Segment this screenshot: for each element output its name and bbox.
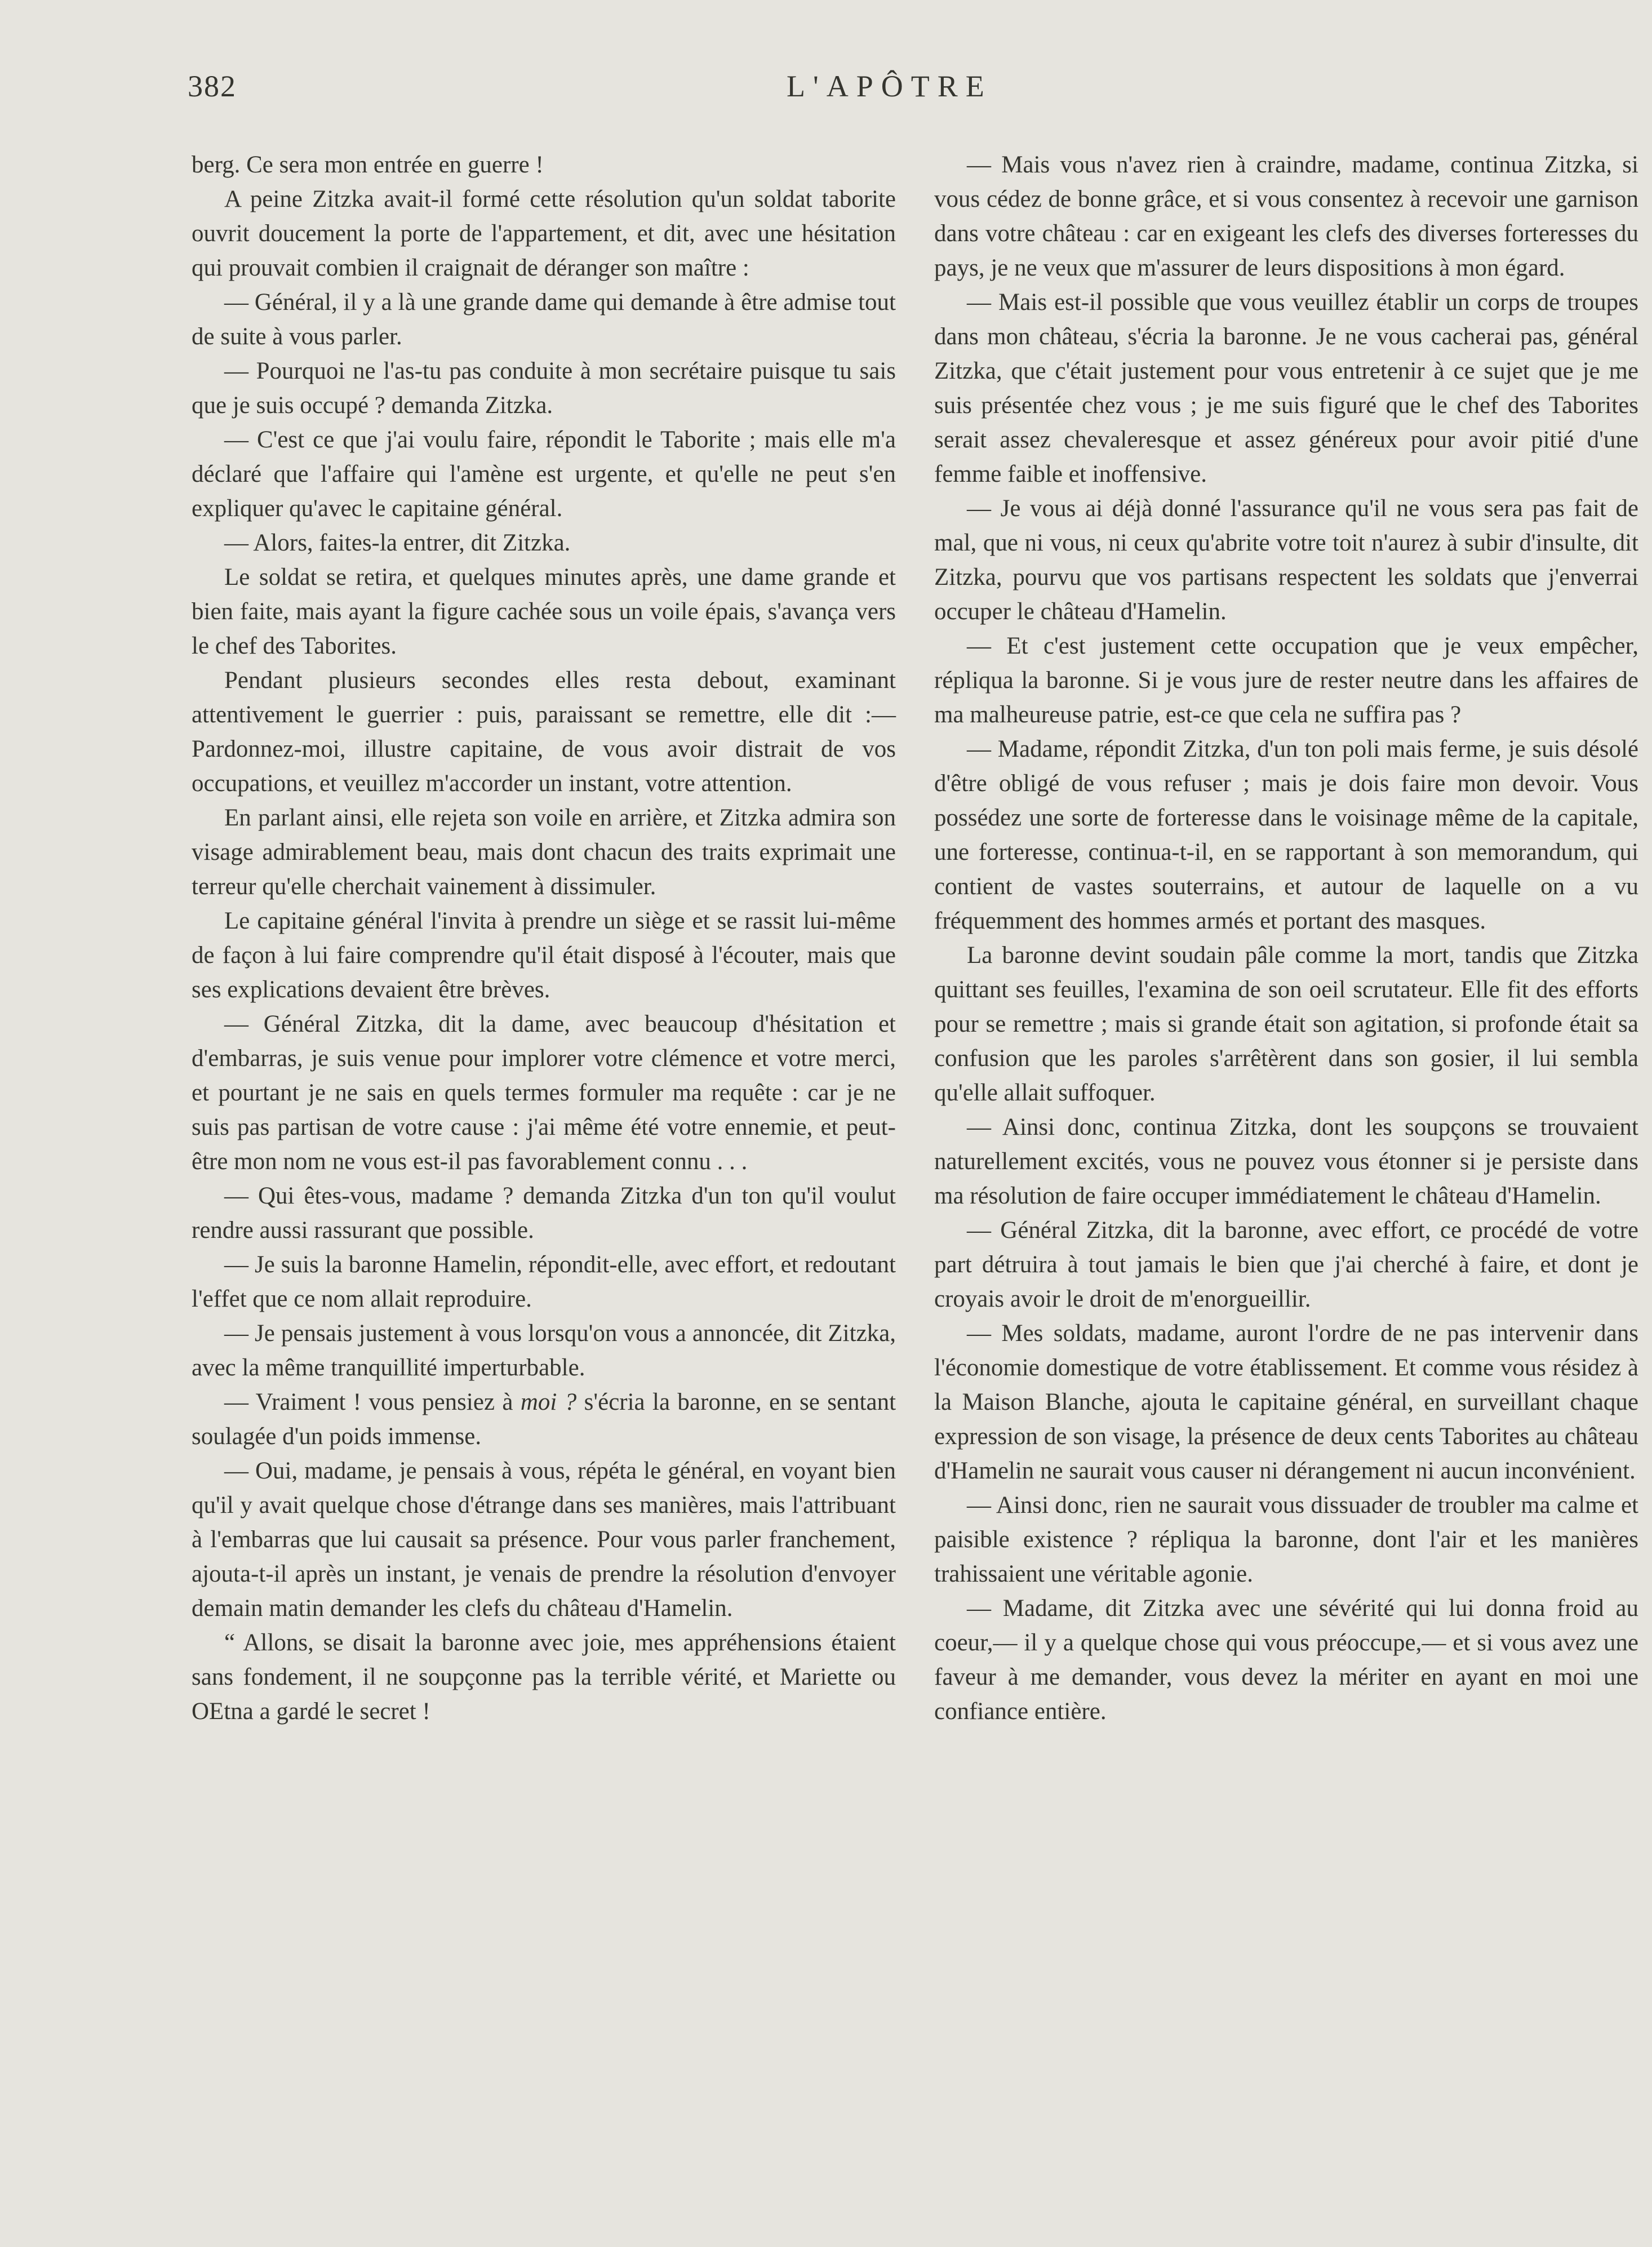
paragraph: En parlant ainsi, elle rejeta son voile en arrière, et Zitzka admira son visage admirablement beau, mais dont chacun des traits exprimait une terreur qu'elle cherchait vainement à dissimuler. — [192, 805, 896, 900]
paragraph: — Mes soldats, madame, auront l'ordre de ne pas intervenir dans l'économie domestique de votre établissement. Et comme vous résidez à la Maison Blanche, ajouta le capitaine général, en surveillant chaque expression de son visage, la présence de deux cents Taborites au château d'Hamelin ne saurait vous causer ni dérangement ni aucun inconvénient. — [934, 1320, 1638, 1484]
paragraph: — Pourquoi ne l'as-tu pas conduite à mon secrétaire puisque tu sais que je suis occupé ? demanda Zitzka. — [192, 358, 896, 419]
paragraph: — Je pensais justement à vous lorsqu'on vous a annoncée, dit Zitzka, avec la même tranquillité imperturbable. — [192, 1320, 896, 1381]
paragraph: — Et c'est justement cette occupation que je veux empêcher, répliqua la baronne. Si je vous jure de rester neutre dans les affaires de ma malheureuse patrie, est-ce que cela ne suffira pas ? — [934, 633, 1638, 728]
paragraph: — Mais vous n'avez rien à craindre, madame, continua Zitzka, si vous cédez de bonne grâce, et si vous consentez à recevoir une garnison dans votre château : car en exigeant les clefs des diverses forteresses du pays, je ne veux que m'assurer de leurs dispositions à mon égard. — [934, 152, 1638, 281]
paragraph: La baronne devint soudain pâle comme la mort, tandis que Zitzka quittant ses feuilles, l'examina de son oeil scrutateur. Elle fit des efforts pour se remettre ; mais si grande était son agitation, si profonde était sa confusion que les paroles s'arrêtèrent dans son gosier, il lui sembla qu'elle allait suffoquer. — [934, 942, 1638, 1106]
left-column — [192, 148, 896, 1729]
paragraph: — Général Zitzka, dit la baronne, avec effort, ce procédé de votre part détruira à tout jamais le bien que j'ai cherché à faire, et dont je croyais avoir le droit de m'enorgueillir. — [934, 1217, 1638, 1312]
paragraph: — Mais est-il possible que vous veuillez établir un corps de troupes dans mon château, s'écria la baronne. Je ne vous cacherai pas, général Zitzka, que c'était justement pour vous entretenir à ce sujet que je me suis présentée chez vous ; je me suis figuré que le chef des Taborites serait assez chevaleresque et assez généreux pour avoir pitié d'une femme faible et inoffensive. — [934, 289, 1638, 487]
paragraph: — Général, il y a là une grande dame qui demande à être admise tout de suite à vous parler. — [192, 289, 896, 350]
paragraph: — Ainsi donc, rien ne saurait vous dissuader de troubler ma calme et paisible existence ? répliqua la baronne, dont l'air et les manières trahissaient une véritable agonie. — [934, 1492, 1638, 1587]
paragraph: — Ainsi donc, continua Zitzka, dont les soupçons se trouvaient naturellement excités, vous ne pouvez vous étonner si je persiste dans ma résolution de faire occuper immédiatement le château d'Hamelin. — [934, 1114, 1638, 1209]
running-title: L'APÔTRE — [787, 69, 992, 103]
paragraph: Le capitaine général l'invita à prendre un siège et se rassit lui-même de façon à lui faire comprendre qu'il était disposé à l'écouter, mais que ses explications devaient être brèves. — [192, 908, 896, 1003]
paragraph: berg. Ce sera mon entrée en guerre ! — [192, 152, 544, 178]
paragraph: — Madame, répondit Zitzka, d'un ton poli mais ferme, je suis désolé d'être obligé de vous refuser ; mais je dois faire mon devoir. Vous possédez une sorte de forteresse dans le voisinage même de la capitale, une forteresse, continua-t-il, en se rapportant à son memorandum, qui contient de vastes souterrains, et autour de laquelle on a vu fréquemment des hommes armés et portant des masques. — [934, 736, 1638, 934]
text-run: s'écria la baronne, en se sentant soulagée d'un poids immense. — [192, 1389, 896, 1450]
paragraph-with-italic — [192, 1385, 896, 1454]
italic-word: moi ? — [520, 1389, 577, 1415]
paragraph: — Général Zitzka, dit la dame, avec beaucoup d'hésitation et d'embarras, je suis venue pour implorer votre clémence et votre merci, et pourtant je ne sais en quels termes formuler ma requête : car je ne suis pas partisan de votre cause : j'ai même été votre ennemie, et peut-être mon nom ne vous est-il pas favorablement connu . . . — [192, 1011, 896, 1175]
paragraph: Pendant plusieurs secondes elles resta debout, examinant attentivement le guerrier : puis, paraissant se remettre, elle dit :— Pardonnez-moi, illustre capitaine, de vous avoir distrait de vos occupations, et veuillez m'accorder un instant, votre attention. — [192, 667, 896, 797]
paragraph: A peine Zitzka avait-il formé cette résolution qu'un soldat taborite ouvrit doucement la porte de l'appartement, et dit, avec une hésitation qui prouvait combien il craignait de déranger son maître : — [192, 186, 896, 281]
paragraph: — Madame, dit Zitzka avec une sévérité qui lui donna froid au coeur,— il y a quelque chose qui vous préoccupe,— et si vous avez une faveur à me demander, vous devez la mériter en ayant en moi une confiance entière. — [934, 1595, 1638, 1725]
page-number: 382 — [188, 69, 237, 103]
paragraph: — Je vous ai déjà donné l'assurance qu'il ne vous sera pas fait de mal, que ni vous, ni ceux qu'abrite votre toit n'aurez à subir d'insulte, dit Zitzka, pourvu que vos partisans respectent les soldats que j'enverrai occuper le château d'Hamelin. — [934, 495, 1638, 625]
paragraph: Le soldat se retira, et quelques minutes après, une dame grande et bien faite, mais ayant la figure cachée sous un voile épais, s'avança vers le chef des Taborites. — [192, 564, 896, 659]
paragraph: — Oui, madame, je pensais à vous, répéta le général, en voyant bien qu'il y avait quelque chose d'étrange dans ses manières, mais l'attribuant à l'embarras que lui causait sa présence. Pour vous parler franchement, ajouta-t-il après un instant, je venais de prendre la résolution d'envoyer demain matin demander les clefs du château d'Hamelin. — [192, 1458, 896, 1622]
paragraph: — Alors, faites-la entrer, dit Zitzka. — [224, 530, 571, 556]
paragraph: — Qui êtes-vous, madame ? demanda Zitzka d'un ton qu'il voulut rendre aussi rassurant que possible. — [192, 1183, 896, 1244]
paragraph: “ Allons, se disait la baronne avec joie, mes appréhensions étaient sans fondement, il ne soupçonne pas la terrible vérité, et Mariette ou OEtna a gardé le secret ! — [192, 1629, 896, 1725]
text-run: — Vraiment ! vous pensiez à — [224, 1389, 521, 1415]
paragraph: — C'est ce que j'ai voulu faire, répondit le Taborite ; mais elle m'a déclaré que l'affaire qui l'amène est urgente, et qu'elle ne peut s'en expliquer qu'avec le capitaine général. — [192, 427, 896, 522]
paragraph: — Je suis la baronne Hamelin, répondit-elle, avec effort, et redoutant l'effet que ce nom allait reproduire. — [192, 1251, 896, 1312]
right-column — [934, 148, 1638, 1729]
